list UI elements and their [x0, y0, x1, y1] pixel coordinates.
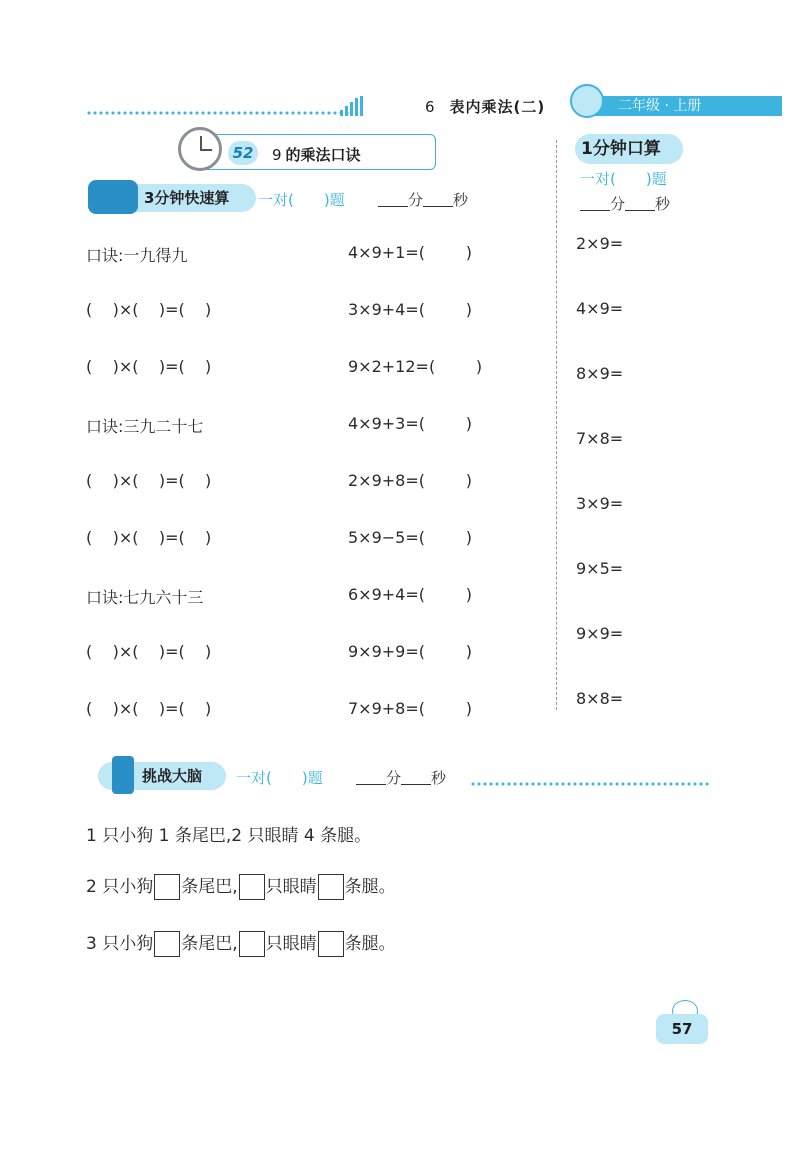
- mid-row: 9×2+12=( ): [348, 357, 483, 376]
- left-row: ( )×( )=( ): [86, 699, 212, 718]
- left-row: 口诀:一九得九: [86, 246, 188, 265]
- minutes-blank[interactable]: [356, 771, 386, 785]
- right-item: 2×9=: [576, 234, 624, 253]
- chapter-number: 6: [425, 98, 436, 116]
- column-divider: [556, 140, 557, 710]
- mid-row: 4×9+1=( ): [348, 243, 472, 262]
- answer-box[interactable]: [318, 874, 344, 900]
- left-row: ( )×( )=( ): [86, 528, 212, 547]
- section-quick-calc-title: 3分钟快速算: [144, 189, 230, 207]
- answer-box[interactable]: [239, 874, 265, 900]
- story-line-2: 2 只小狗 条尾巴, 只眼睛 条腿。: [86, 872, 396, 900]
- section2-correct-count: 一对( )题: [236, 769, 323, 787]
- answer-box[interactable]: [154, 931, 180, 957]
- header-dotted-line: [86, 111, 350, 115]
- section2-dotted-line: [470, 782, 710, 786]
- header-bars-decoration: [340, 96, 366, 116]
- right-item: 9×5=: [576, 559, 624, 578]
- right-item: 8×8=: [576, 689, 624, 708]
- mid-row: 4×9+3=( ): [348, 414, 472, 433]
- giraffe-icon: [112, 756, 134, 794]
- left-row: ( )×( )=( ): [86, 471, 212, 490]
- mid-row: 2×9+8=( ): [348, 471, 472, 490]
- left-row: ( )×( )=( ): [86, 357, 212, 376]
- right-item: 4×9=: [576, 299, 624, 318]
- section2-time: 分 秒: [356, 767, 446, 788]
- grade-label: 二年级 · 上册: [586, 96, 782, 116]
- seconds-blank[interactable]: [401, 771, 431, 785]
- section1-correct-count: 一对( )题: [258, 191, 345, 209]
- seconds-blank[interactable]: [423, 193, 453, 207]
- section1-time: 分 秒: [378, 189, 468, 210]
- story-line-1: 1 只小狗 1 条尾巴,2 只眼睛 4 条腿。: [86, 826, 372, 846]
- right-item: 3×9=: [576, 494, 624, 513]
- chapter-title: [425, 96, 545, 117]
- seconds-blank[interactable]: [625, 197, 655, 211]
- right-item: 7×8=: [576, 429, 624, 448]
- minutes-blank[interactable]: [378, 193, 408, 207]
- lesson-title: [272, 144, 361, 165]
- lesson-number-badge: 52: [228, 141, 258, 165]
- mid-row: 9×9+9=( ): [348, 642, 472, 661]
- chapter-name: 表内乘法(二): [449, 98, 546, 116]
- story-line-3: 3 只小狗 条尾巴, 只眼睛 条腿。: [86, 929, 396, 957]
- page-number: 57: [656, 1014, 708, 1044]
- left-row: 口诀:七九六十三: [86, 588, 204, 607]
- left-row: 口诀:三九二十七: [86, 417, 204, 436]
- shoe-icon: [88, 180, 138, 214]
- answer-box[interactable]: [239, 931, 265, 957]
- mid-row: 5×9−5=( ): [348, 528, 472, 547]
- mascot-icon: [570, 84, 604, 118]
- alarm-clock-icon: [178, 127, 222, 171]
- answer-box[interactable]: [318, 931, 344, 957]
- right-item: 8×9=: [576, 364, 624, 383]
- right-correct-count: 一对( )题: [580, 170, 667, 188]
- right-item: 9×9=: [576, 624, 624, 643]
- right-time: 分 秒: [580, 193, 670, 214]
- right-section-title: 1分钟口算: [575, 134, 683, 164]
- lesson-title-number: 9: [272, 146, 282, 164]
- lesson-title-text: 的乘法口诀: [285, 146, 361, 164]
- mid-row: 3×9+4=( ): [348, 300, 472, 319]
- section-challenge-title: 挑战大脑: [142, 767, 203, 785]
- left-row: ( )×( )=( ): [86, 642, 212, 661]
- left-row: ( )×( )=( ): [86, 300, 212, 319]
- mid-row: 6×9+4=( ): [348, 585, 472, 604]
- minutes-blank[interactable]: [580, 197, 610, 211]
- answer-box[interactable]: [154, 874, 180, 900]
- mid-row: 7×9+8=( ): [348, 699, 472, 718]
